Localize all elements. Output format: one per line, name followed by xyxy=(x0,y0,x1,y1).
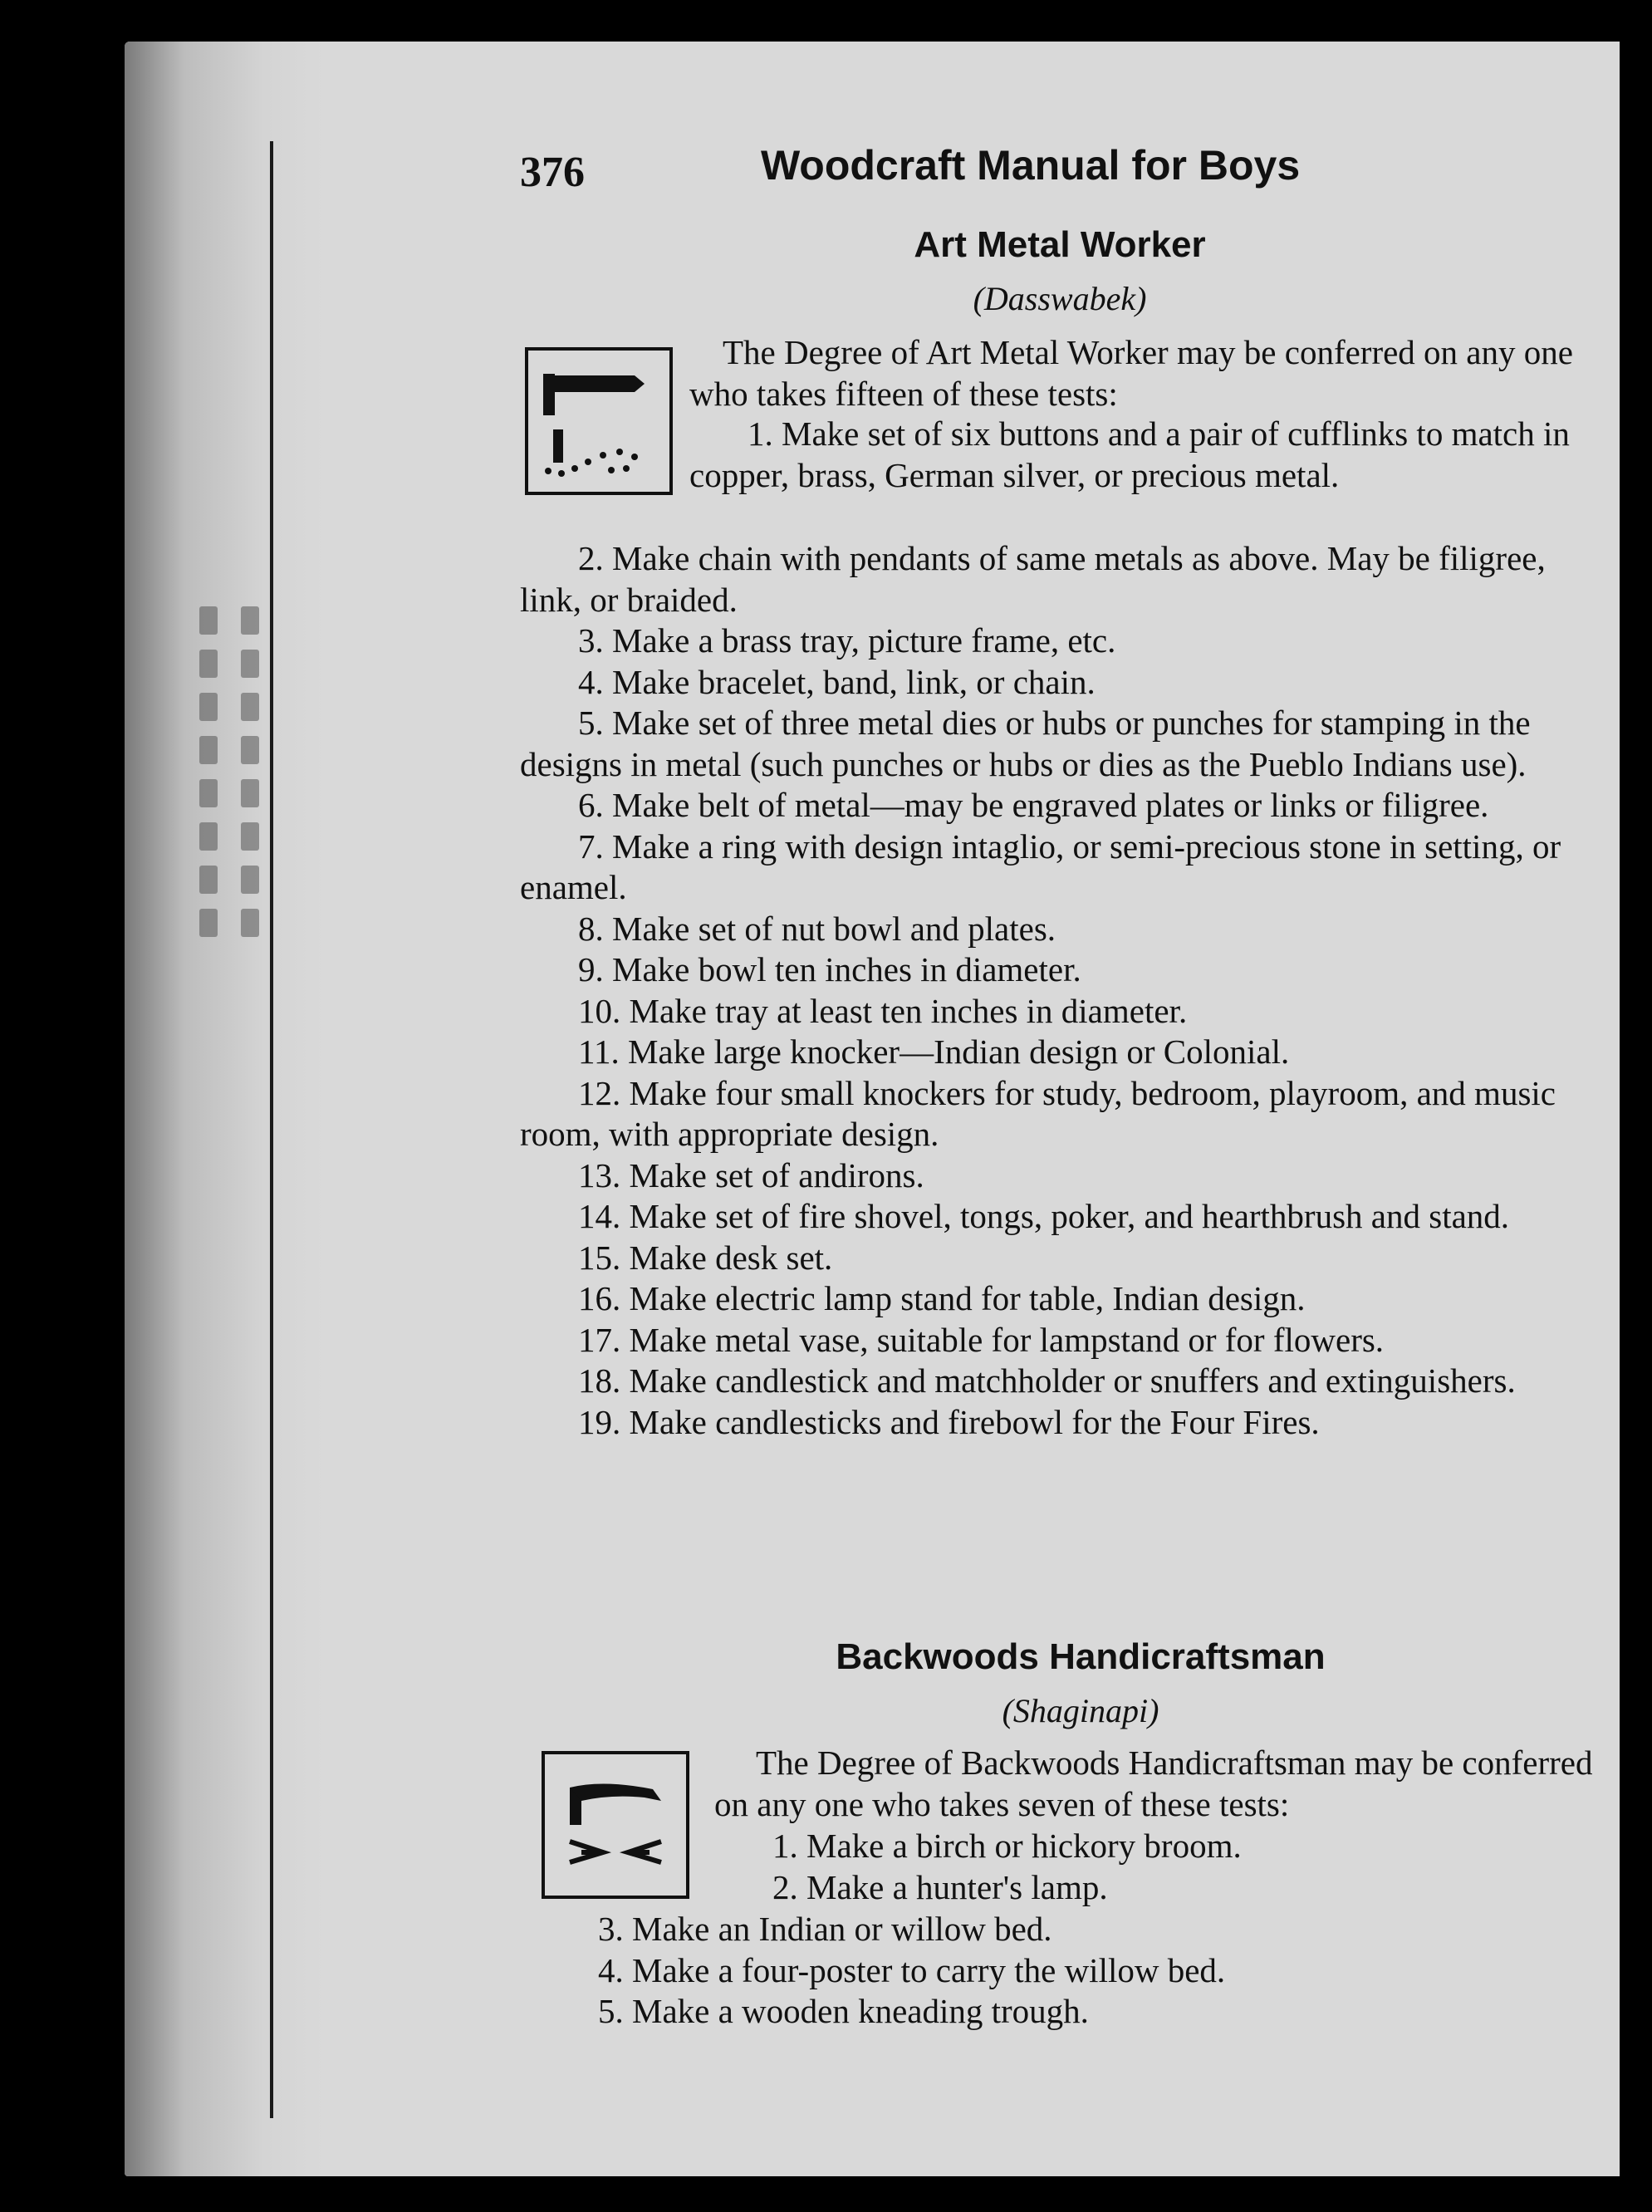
page-edge-line xyxy=(270,141,273,2118)
list-item: 6. Make belt of metal—may be engraved plates or links or filigree. xyxy=(578,786,1489,824)
section1-item-1-block xyxy=(689,414,1603,496)
list-item: 15. Make desk set. xyxy=(578,1238,833,1277)
section2-intro-block xyxy=(714,1743,1628,1825)
section1-intro: The Degree of Art Metal Worker may be conferred on any one who takes fifteen of these tests: xyxy=(689,333,1573,413)
list-item: 4. Make a four-poster to carry the willow bed. xyxy=(598,1950,1226,1989)
list-item: 5. Make set of three metal dies or hubs or punches for stamping in the designs in metal (such punches or hubs or dies as the Pueblo Indians use). xyxy=(520,704,1531,783)
running-header xyxy=(520,141,1392,199)
section2-list-top xyxy=(714,1826,1628,1908)
list-item: 19. Make candlesticks and firebowl for the Four Fires. xyxy=(578,1402,1320,1441)
list-item: 2. Make chain with pendants of same metals as above. May be filigree, link, or braided. xyxy=(520,539,1546,619)
bleed-through-marks xyxy=(241,606,259,937)
list-item: 3. Make an Indian or willow bed. xyxy=(598,1910,1052,1948)
section1-list xyxy=(520,538,1600,1443)
bleed-through-marks xyxy=(199,606,218,937)
section-title: Backwoods Handicraftsman xyxy=(836,1636,1326,1677)
hammer-emblem-icon xyxy=(525,347,673,495)
section2-intro: The Degree of Backwoods Handicraftsman may be conferred on any one who takes seven of these tests: xyxy=(714,1744,1593,1823)
page-number: 376 xyxy=(520,149,585,196)
list-item: 1. Make set of six buttons and a pair of cufflinks to match in copper, brass, German silver, or precious metal. xyxy=(689,414,1570,494)
list-item: 18. Make candlestick and matchholder or snuffers and extinguishers. xyxy=(578,1361,1516,1400)
list-item: 11. Make large knocker—Indian design or Colonial. xyxy=(578,1032,1290,1071)
section-subtitle: (Dasswabek) xyxy=(973,280,1147,317)
list-item: 14. Make set of fire shovel, tongs, poker, and hearthbrush and stand. xyxy=(578,1197,1510,1235)
list-item: 2. Make a hunter's lamp. xyxy=(772,1867,1108,1906)
list-item: 3. Make a brass tray, picture frame, etc. xyxy=(578,621,1116,660)
section-title: Art Metal Worker xyxy=(914,224,1206,265)
section2-list xyxy=(598,1909,1595,2033)
section-subtitle: (Shaginapi) xyxy=(1002,1692,1159,1729)
list-item: 5. Make a wooden kneading trough. xyxy=(598,1992,1089,2030)
section1-intro-block xyxy=(689,332,1603,414)
list-item: 8. Make set of nut bowl and plates. xyxy=(578,909,1056,948)
book-title: Woodcraft Manual for Boys xyxy=(761,142,1301,189)
list-item: 12. Make four small knockers for study, bedroom, playroom, and music room, with appropriate design. xyxy=(520,1073,1556,1153)
list-item: 13. Make set of andirons. xyxy=(578,1155,924,1194)
list-item: 7. Make a ring with design intaglio, or semi-precious stone in setting, or enamel. xyxy=(520,826,1561,906)
list-item: 4. Make bracelet, band, link, or chain. xyxy=(578,662,1096,701)
list-item: 10. Make tray at least ten inches in diameter. xyxy=(578,991,1188,1030)
list-item: 17. Make metal vase, suitable for lampstand or for flowers. xyxy=(578,1320,1385,1359)
axe-emblem-icon xyxy=(542,1751,689,1899)
list-item: 16. Make electric lamp stand for table, Indian design. xyxy=(578,1279,1306,1317)
list-item: 1. Make a birch or hickory broom. xyxy=(772,1827,1242,1865)
list-item: 9. Make bowl ten inches in diameter. xyxy=(578,950,1081,988)
